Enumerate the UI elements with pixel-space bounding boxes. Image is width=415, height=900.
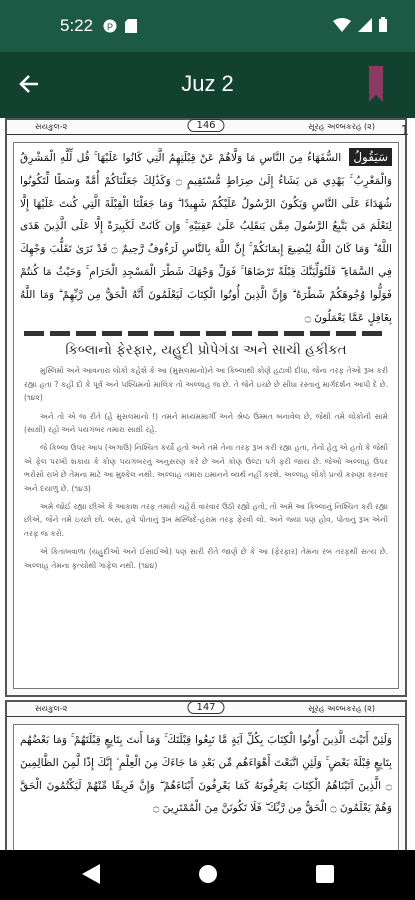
- arabic-text: وَلَئِنْ أَتَيْتَ الَّذِينَ أُوتُوا الْكِتَابَ بِكُلِّ آيَةٍ مَّا تَبِعُوا قِبْلَتَكَ ۚ وَمَا أَنتَ بِتَابِعٍ قِبْلَتَهُمْ ۚ وَمَا بَعْضُهُم بِتَابِعٍ قِبْلَةَ بَعْضٍ ۚ وَلَئِنِ اتَّبَعْتَ أَهْوَاءَهُم مِّن بَعْدِ مَا جَاءَكَ مِنَ الْعِلْمِ ۙ إِنَّكَ إِذًا لَّمِنَ الظَّالِمِينَ ۝ الَّذِينَ آتَيْنَاهُمُ الْكِتَابَ يَعْرِفُونَهُ كَمَا يَعْرِفُونَ أَبْنَاءَهُمْ ۖ وَإِنَّ فَرِيقًا مِّنْهُمْ لَيَكْتُمُونَ الْحَقَّ وَهُمْ يَعْلَمُونَ ۝ الْحَقُّ مِن رَّبِّكَ ۖ فَلَا تَكُونَنَّ مِنَ الْمُمْتَرِينَ ۝: [20, 734, 392, 815]
- app-notification-icon: [103, 19, 117, 33]
- nav-home-icon[interactable]: [198, 864, 218, 884]
- quran-page: [5, 700, 407, 850]
- arabic-text: [14, 143, 398, 329]
- translation-paragraph: અને તો એ જ રીતે (હે મુસલમાનો !) તમને મધ્યમમાર્ગી અને શ્રેષ્ઠ ઉમ્મત બનાવેલ છે, જેથી તમે લોકોની સામે (સાક્ષી) રહો અને પયગંબર તમારા સાક્ષી રહે.: [24, 411, 388, 434]
- page-header: [7, 702, 405, 717]
- app-bar: [0, 52, 415, 118]
- page-number: 147: [187, 701, 224, 714]
- page-body: [13, 724, 399, 850]
- surah-label: સૂરહ અલ્બકરહ (૨): [308, 122, 375, 131]
- page-number: 146: [187, 119, 224, 132]
- section-heading: કિબ્લાનો ફેરફાર, યહુદી પ્રોપેગંડા અને સાચી હકીકત: [65, 342, 347, 359]
- nav-recents-icon[interactable]: [316, 865, 334, 883]
- side-number: 1: [400, 124, 409, 139]
- signal-icon: [358, 18, 372, 32]
- system-nav-bar: [0, 850, 415, 900]
- page-title: Juz 2: [181, 71, 234, 96]
- page-body: [13, 142, 399, 689]
- svg-text:P: P: [107, 22, 114, 32]
- translation-paragraph: એ કિતાબવાળા (યહુદીઓ અને ઈસાઈઓ) પણ સારી રીતે જાણે છે કે આ (ફેરફાર) તેમના રબ તરફથી સત્ય છે. અલ્લાહ તેમના કૃત્યોથી ગાફેલ નથી. (૧૪૪): [24, 547, 388, 570]
- wifi-icon: [333, 18, 351, 32]
- status-bar: [0, 0, 415, 52]
- status-time: 5:22: [60, 16, 94, 35]
- quran-page: [5, 118, 407, 697]
- hizb-label: سَيَقُولُ: [349, 148, 392, 166]
- juz-label: સયકુલ-૨: [35, 122, 68, 131]
- page-header: [7, 120, 405, 135]
- surah-label: સૂરહ અલ્બકરહ (૨): [308, 704, 375, 713]
- juz-label: સયકુલ-૨: [35, 704, 68, 713]
- translation-paragraph: જે કિબ્લા ઉપર આપ (અગાઉ) નિશ્ચિત કર્યો હતો અને તમે તેના તરફ રૂખ કરી રહ્યા હતા, તેનો હેતુ એ હતો કે જેથી એ ફેલ પરખી શકાય કે કોણ પયગંબરનું અનુસરણ કરે છે અને કોણ ઉલ્ટા પગે ફરી જાય છે. જેઓ અલ્લાહ ઉપર ભરોસો રાખે છે તેમના માટે આ મુશ્કેલ નથી. અલ્લાહ તમારા ઇમાનને વ્યર્થ નહીં કરશે. અલ્લાહ લોકો પ્રત્યે કરુણા કરનાર અને દયાળુ છે. (૧૪૩): [24, 443, 388, 493]
- translation-paragraph: મુસ્લિમો અને આવનારા લોકો કહેશે કે આ (મુસલમાનો)ને આ કિબ્લાથી કોણે હટાવી દીધા, જેના તરફ તેઓ રૂખ કરી રહ્યા હતા ? કહી દો કે પૂર્વ અને પશ્ચિમનો માલિક તો અલ્લાહ જ છે. તે જેને ઇચ્છે છે સીધા રસ્તાનું માર્ગદર્શન આપી દે છે. (૧૪૨): [24, 366, 388, 403]
- nav-back-icon[interactable]: [82, 864, 100, 884]
- sd-card-icon: [125, 19, 137, 33]
- quran-page-viewer[interactable]: [0, 118, 415, 850]
- translation-paragraph: અમે જોઈ રહ્યા છીએ કે આકાશ તરફ તમારો ચહેરો વારંવાર ઉઠી રહ્યો હતો, તો અમે આ કિબ્લાનું નિશ્ચિત કરી રહ્યા છીએ, જેને તમે ઇચ્છો છો. બસ, હવે પોતાનું રૂખ મસ્જિદે-હરામ તરફ ફેરવી લો. અને જ્યાં પણ હોવ, પોતાનું રૂખ એની તરફ જ કરો.: [24, 502, 388, 538]
- section-divider: [24, 331, 388, 336]
- arabic-verses: السُّفَهَاءُ مِنَ النَّاسِ مَا وَلَّاهُمْ عَنْ قِبْلَتِهِمُ الَّتِي كَانُوا عَلَيْهَا ۚ قُل لِّلَّهِ الْمَشْرِقُ وَالْمَغْرِبُ ۚ يَهْدِي مَن يَشَاءُ إِلَىٰ صِرَاطٍ مُّسْتَقِيمٍ ۝ وَكَذَٰلِكَ جَعَلْنَاكُمْ أُمَّةً وَسَطًا لِّتَكُونُوا شُهَدَاءَ عَلَى النَّاسِ وَيَكُونَ الرَّسُولُ عَلَيْكُمْ شَهِيدًا ۗ وَمَا جَعَلْنَا الْقِبْلَةَ الَّتِي كُنتَ عَلَيْهَا إِلَّا لِنَعْلَمَ مَن يَتَّبِعُ الرَّسُولَ مِمَّن يَنقَلِبُ عَلَىٰ عَقِبَيْهِ ۚ وَإِن كَانَتْ لَكَبِيرَةً إِلَّا عَلَى الَّذِينَ هَدَى اللَّهُ ۗ وَمَا كَانَ اللَّهُ لِيُضِيعَ إِيمَانَكُمْ ۚ إِنَّ اللَّهَ بِالنَّاسِ لَرَءُوفٌ رَّحِيمٌ ۝ قَدْ نَرَىٰ تَقَلُّبَ وَجْهِكَ فِي السَّمَاءِ ۖ فَلَنُوَلِّيَنَّكَ قِبْلَةً تَرْضَاهَا ۚ فَوَلِّ وَجْهَكَ شَطْرَ الْمَسْجِدِ الْحَرَامِ ۚ وَحَيْثُ مَا كُنتُمْ فَوَلُّوا وُجُوهَكُمْ شَطْرَهُ ۗ وَإِنَّ الَّذِينَ أُوتُوا الْكِتَابَ لَيَعْلَمُونَ أَنَّهُ الْحَقُّ مِن رَّبِّهِمْ ۗ وَمَا اللَّهُ بِغَافِلٍ عَمَّا يَعْمَلُونَ ۝: [20, 152, 392, 324]
- battery-icon: [379, 17, 387, 32]
